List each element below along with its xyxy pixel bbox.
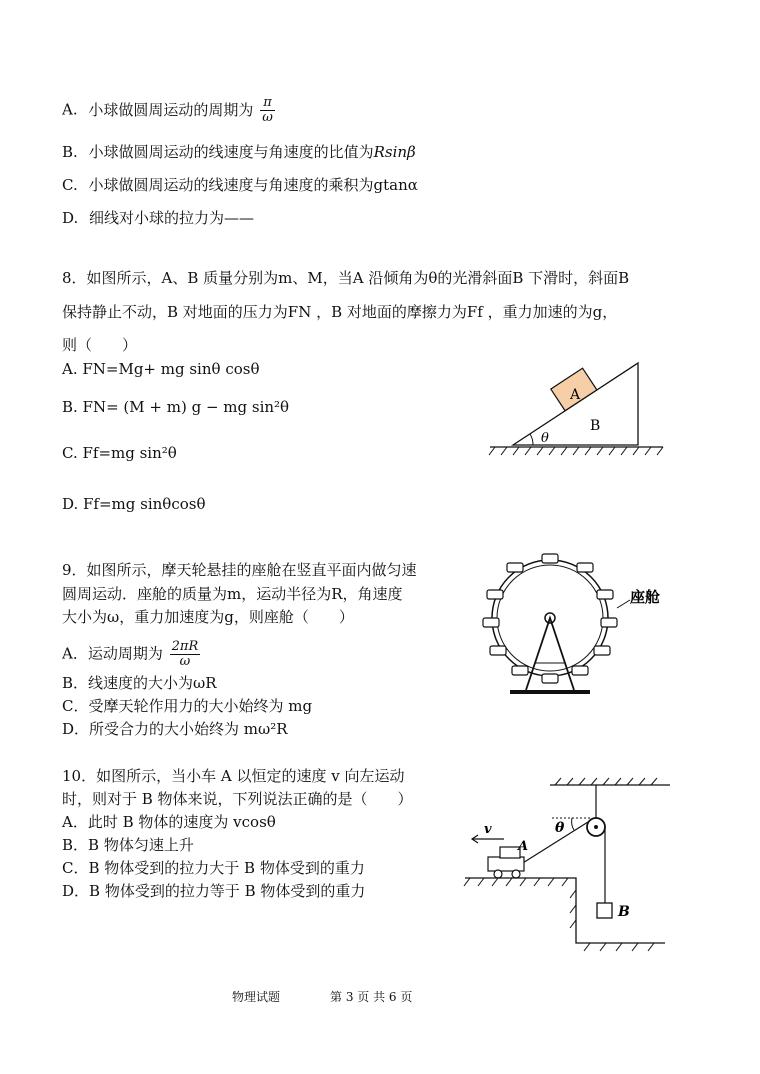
q9-option-c: C．受摩天轮作用力的大小始终为 mg xyxy=(62,697,313,715)
incline-b-label: B xyxy=(590,418,601,434)
angle-theta: θ xyxy=(541,431,549,446)
q7-b-label: B. xyxy=(62,143,78,161)
q8-option-d: D. Ff=mg sinθcosθ xyxy=(62,495,206,513)
car-a-label: A xyxy=(518,839,529,854)
q9-stem-line1: 9．如图所示，摩天轮悬挂的座舱在竖直平面内做匀速 xyxy=(62,561,417,579)
q10-stem-line1: 10．如图所示，当小车 A 以恒定的速度 v 向左运动 xyxy=(62,767,405,785)
q8-stem-line2: 保持静止不动，B 对地面的压力为FN ，B 对地面的摩擦力为Ff ，重力加速的为g， xyxy=(62,303,618,321)
wheel-base xyxy=(510,690,590,694)
cabin-label: 座舱 xyxy=(630,588,661,606)
q7-c-text: 小球做圆周运动的线速度与角速度的乘积为 xyxy=(88,176,374,194)
ground-ledge xyxy=(465,878,665,943)
q7-a-numerator: π xyxy=(260,96,275,111)
q7-option-c xyxy=(62,175,418,195)
q9-a-denominator: ω xyxy=(179,654,191,669)
q9-stem-line3: 大小为ω，重力加速度为g，则座舱（ ） xyxy=(62,608,354,626)
q8-stem-line1: 8．如图所示，A、B 质量分别为m、M，当A 沿倾角为θ的光滑斜面B 下滑时，斜面B xyxy=(62,269,630,287)
q9-option-d: D．所受合力的大小始终为 mω²R xyxy=(62,720,288,738)
q7-d-text: 细线对小球的拉力为—— xyxy=(89,209,255,227)
angle-arc xyxy=(530,434,533,445)
q7-option-a xyxy=(62,96,275,125)
block-a-label: A xyxy=(570,387,581,403)
theta-arc xyxy=(572,818,574,830)
q7-c-label: C. xyxy=(62,176,78,194)
q7-option-d xyxy=(62,208,254,228)
q8-option-b: B. FN= (M + m) g − mg sin²θ xyxy=(62,398,290,416)
q7-a-fraction xyxy=(260,96,275,125)
q8-option-a: A. FN=Mg+ mg sinθ cosθ xyxy=(62,360,260,378)
ceiling-hatch xyxy=(555,778,657,785)
q7-a-denominator: ω xyxy=(262,110,273,125)
q7-b-text: 小球做圆周运动的线速度与角速度的比值为 xyxy=(88,143,374,161)
q9-option-b: B．线速度的大小为ωR xyxy=(62,674,217,692)
q9-stem-line2: 圆周运动．座舱的质量为m，运动半径为R，角速度 xyxy=(62,585,403,603)
theta-label: θ xyxy=(555,820,565,836)
block-b xyxy=(597,903,612,918)
q7-a-text: 小球做圆周运动的周期为 xyxy=(88,100,254,119)
q9-a-fraction xyxy=(170,640,201,669)
q7-option-b xyxy=(62,142,416,162)
pulley-axle xyxy=(594,825,598,829)
footer-page-number: 第 3 页 共 6 页 xyxy=(330,990,413,1004)
q7-d-label: D. xyxy=(62,209,79,227)
q9-a-numerator: 2πR xyxy=(171,639,199,654)
q10-option-c: C．B 物体受到的拉力大于 B 物体受到的重力 xyxy=(62,859,365,877)
q7-b-expr: Rsinβ xyxy=(373,143,416,161)
q7-c-expr: gtanα xyxy=(373,176,418,194)
footer-subject: 物理试题 xyxy=(232,990,281,1004)
velocity-label: v xyxy=(484,822,492,837)
block-b-label: B xyxy=(618,904,630,920)
q9-ferris-wheel-figure xyxy=(480,548,680,698)
q10-option-a: A．此时 B 物体的速度为 vcosθ xyxy=(62,813,276,831)
cabin-label-pointer xyxy=(617,600,630,608)
q8-option-c: C. Ff=mg sin²θ xyxy=(62,444,177,462)
q10-stem-line2: 时，则对于 B 物体来说，下列说法正确的是（ ） xyxy=(62,790,413,808)
q9-a-text: A．运动周期为 xyxy=(62,644,163,663)
rope-to-car xyxy=(518,822,588,866)
q9-option-a xyxy=(62,640,200,669)
q10-pulley-figure xyxy=(460,775,675,955)
q7-a-label: A. xyxy=(62,100,78,119)
q8-stem-line3: 则（ ） xyxy=(62,336,138,354)
q10-option-b: B．B 物体匀速上升 xyxy=(62,836,194,854)
q10-option-d: D．B 物体受到的拉力等于 B 物体受到的重力 xyxy=(62,882,366,900)
q8-incline-figure xyxy=(485,355,670,465)
ground-hatch xyxy=(489,447,663,455)
